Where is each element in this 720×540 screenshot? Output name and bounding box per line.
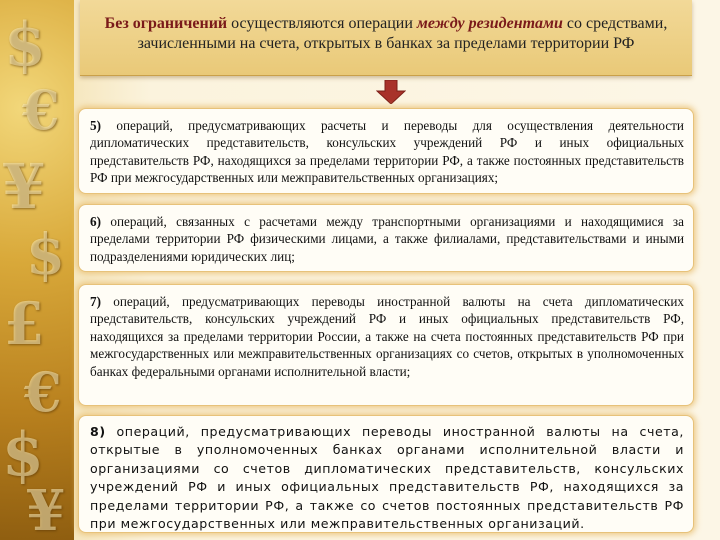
operation-item-8 <box>78 415 694 533</box>
dollar-icon: $ <box>26 222 65 288</box>
dollar-icon: $ <box>4 10 46 80</box>
item-number: 8) <box>90 424 106 439</box>
operation-item-5 <box>78 108 694 194</box>
item-number: 7) <box>90 294 101 309</box>
euro-icon: € <box>22 78 60 142</box>
item-number: 5) <box>90 118 101 133</box>
item-text: операций, предусматривающих расчеты и переводы для осуществления деятельности дипломатических представительств, консульских учреждений РФ и иных официальных представительств РФ, находящихся за пределами территории РФ, а также постоянных представительств РФ при межгосударственных или межправительственных организациях; <box>90 118 684 186</box>
euro-icon: € <box>24 360 62 424</box>
currency-sidebar-decoration <box>0 0 74 540</box>
item-number: 6) <box>90 214 101 229</box>
item-text: операций, предусматривающих переводы иностранной валюты на счета, открытые в уполномоченных банках органами исполнительной власти и организациями со счетов дипломатических представительств, консульских учреждений РФ и иных официальных представительств РФ, находящихся за пределами территории РФ, а также со счетов постоянных представительств РФ при межгосударственных или межправительственных организаций. <box>90 424 684 532</box>
header-highlight: между резидентами <box>416 15 563 32</box>
yen-icon: ¥ <box>2 150 46 223</box>
slide-header <box>80 0 692 76</box>
pound-icon: £ <box>4 290 45 358</box>
item-text: операций, связанных с расчетами между транспортными организациями и находящимися за пределами территории РФ физическими лицами, а также филиалами, представительствами и иными подразделениями юридических лиц; <box>90 214 684 264</box>
header-text-a: осуществляются операции <box>227 15 417 32</box>
operation-item-7 <box>78 284 694 406</box>
header-emphasis: Без ограничений <box>104 15 228 32</box>
item-text: операций, предусматривающих переводы иностранной валюты на счета дипломатических представительств, консульских учреждений РФ и иных официальных представительств РФ, находящихся за пределами территории России, а также на счета постоянных представительств РФ при межгосударственных или межправительственных организациях со счетов, открытых в уполномоченных банках федеральными органами исполнительной власти; <box>90 294 684 379</box>
dollar-icon: $ <box>2 420 44 490</box>
yen-icon: ¥ <box>26 478 65 540</box>
down-arrow-icon <box>376 80 406 104</box>
operation-item-6 <box>78 204 694 272</box>
header-text-b: со средствами, зачисленными на счета, открытых в банках за пределами территории РФ <box>137 15 668 52</box>
